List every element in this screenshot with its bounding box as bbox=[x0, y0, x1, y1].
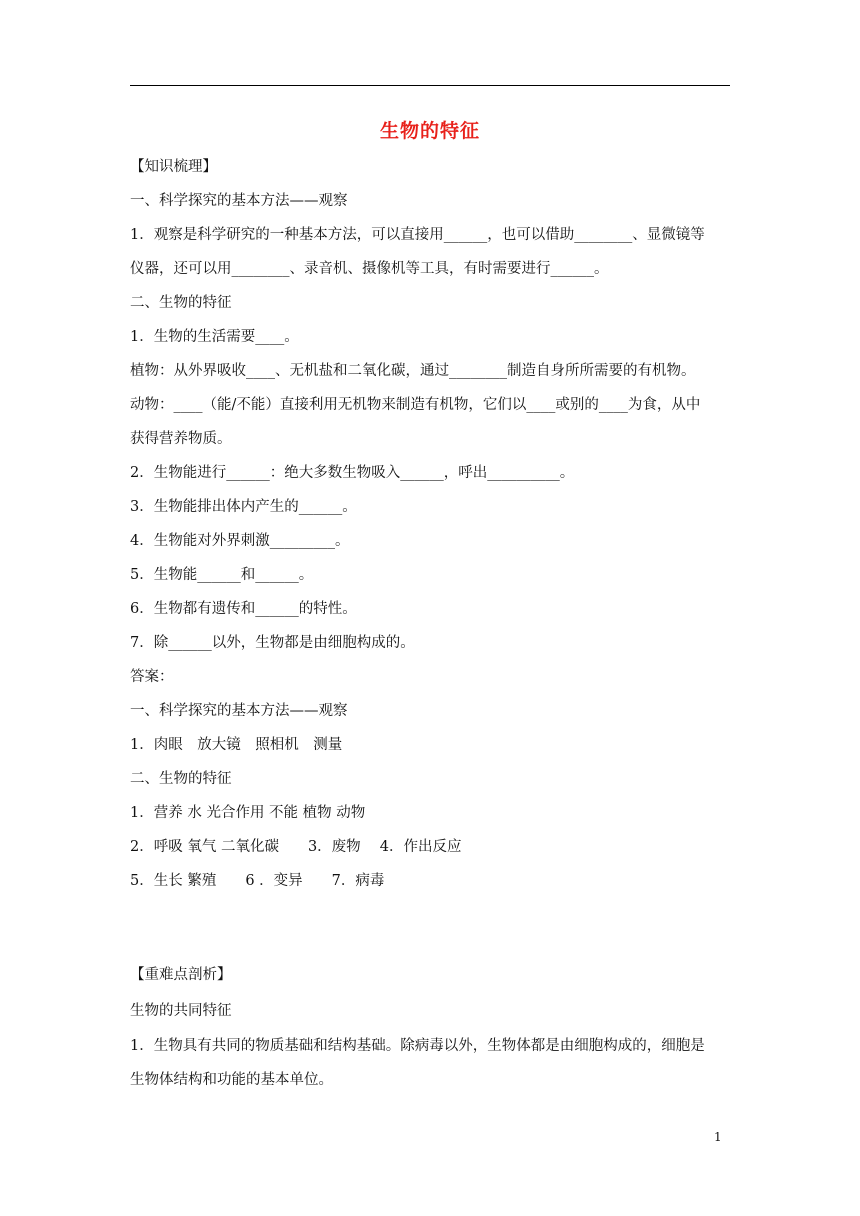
paragraph-line: 生物体结构和功能的基本单位。 bbox=[130, 1072, 333, 1088]
section-heading-knowledge: 【知识梳理】 bbox=[130, 159, 217, 175]
answer-line: 1．营养 水 光合作用 不能 植物 动物 bbox=[130, 805, 366, 821]
paragraph-line: 植物：从外界吸收____、无机盐和二氧化碳，通过________制造自身所所需要的有机物。 bbox=[130, 363, 696, 379]
answer-line: 2．呼吸 氧气 二氧化碳 3．废物 4．作出反应 bbox=[130, 839, 462, 855]
answer-line: 5．生长 繁殖 6 ．变异 7．病毒 bbox=[130, 873, 385, 889]
paragraph-line: 获得营养物质。 bbox=[130, 431, 232, 447]
paragraph-line: 5．生物能______和______。 bbox=[130, 567, 314, 583]
subsection-heading: 一、科学探究的基本方法——观察 bbox=[130, 703, 348, 719]
page-number: 1 bbox=[714, 1130, 722, 1144]
paragraph-line: 6．生物都有遗传和______的特性。 bbox=[130, 601, 357, 617]
paragraph-line: 仪器，还可以用________、录音机、摄像机等工具，有时需要进行______。 bbox=[130, 261, 609, 277]
subsection-heading: 二、生物的特征 bbox=[130, 295, 232, 311]
paragraph-line: 1．观察是科学研究的一种基本方法，可以直接用______，也可以借助________、显微镜等 bbox=[130, 227, 705, 243]
subsection-heading: 生物的共同特征 bbox=[130, 1003, 232, 1019]
answer-heading: 答案： bbox=[130, 669, 174, 685]
paragraph-line: 1．生物具有共同的物质基础和结构基础。除病毒以外，生物体都是由细胞构成的，细胞是 bbox=[130, 1038, 705, 1054]
paragraph-line: 动物：____（能/不能）直接利用无机物来制造有机物，它们以____或别的____为食，从中 bbox=[130, 397, 701, 413]
header-rule bbox=[130, 85, 730, 86]
answer-line: 1．肉眼 放大镜 照相机 测量 bbox=[130, 737, 343, 753]
paragraph-line: 3．生物能排出体内产生的______。 bbox=[130, 499, 357, 515]
paragraph-line: 1．生物的生活需要____。 bbox=[130, 329, 299, 345]
paragraph-line: 4．生物能对外界刺激_________。 bbox=[130, 533, 350, 549]
paragraph-line: 2．生物能进行______：绝大多数生物吸入______，呼出__________。 bbox=[130, 465, 575, 481]
document-title: 生物的特征 bbox=[379, 120, 480, 142]
paragraph-line: 7．除______以外，生物都是由细胞构成的。 bbox=[130, 635, 415, 651]
subsection-heading: 一、科学探究的基本方法——观察 bbox=[130, 193, 348, 209]
subsection-heading: 二、生物的特征 bbox=[130, 771, 232, 787]
section-heading-analysis: 【重难点剖析】 bbox=[130, 967, 232, 983]
